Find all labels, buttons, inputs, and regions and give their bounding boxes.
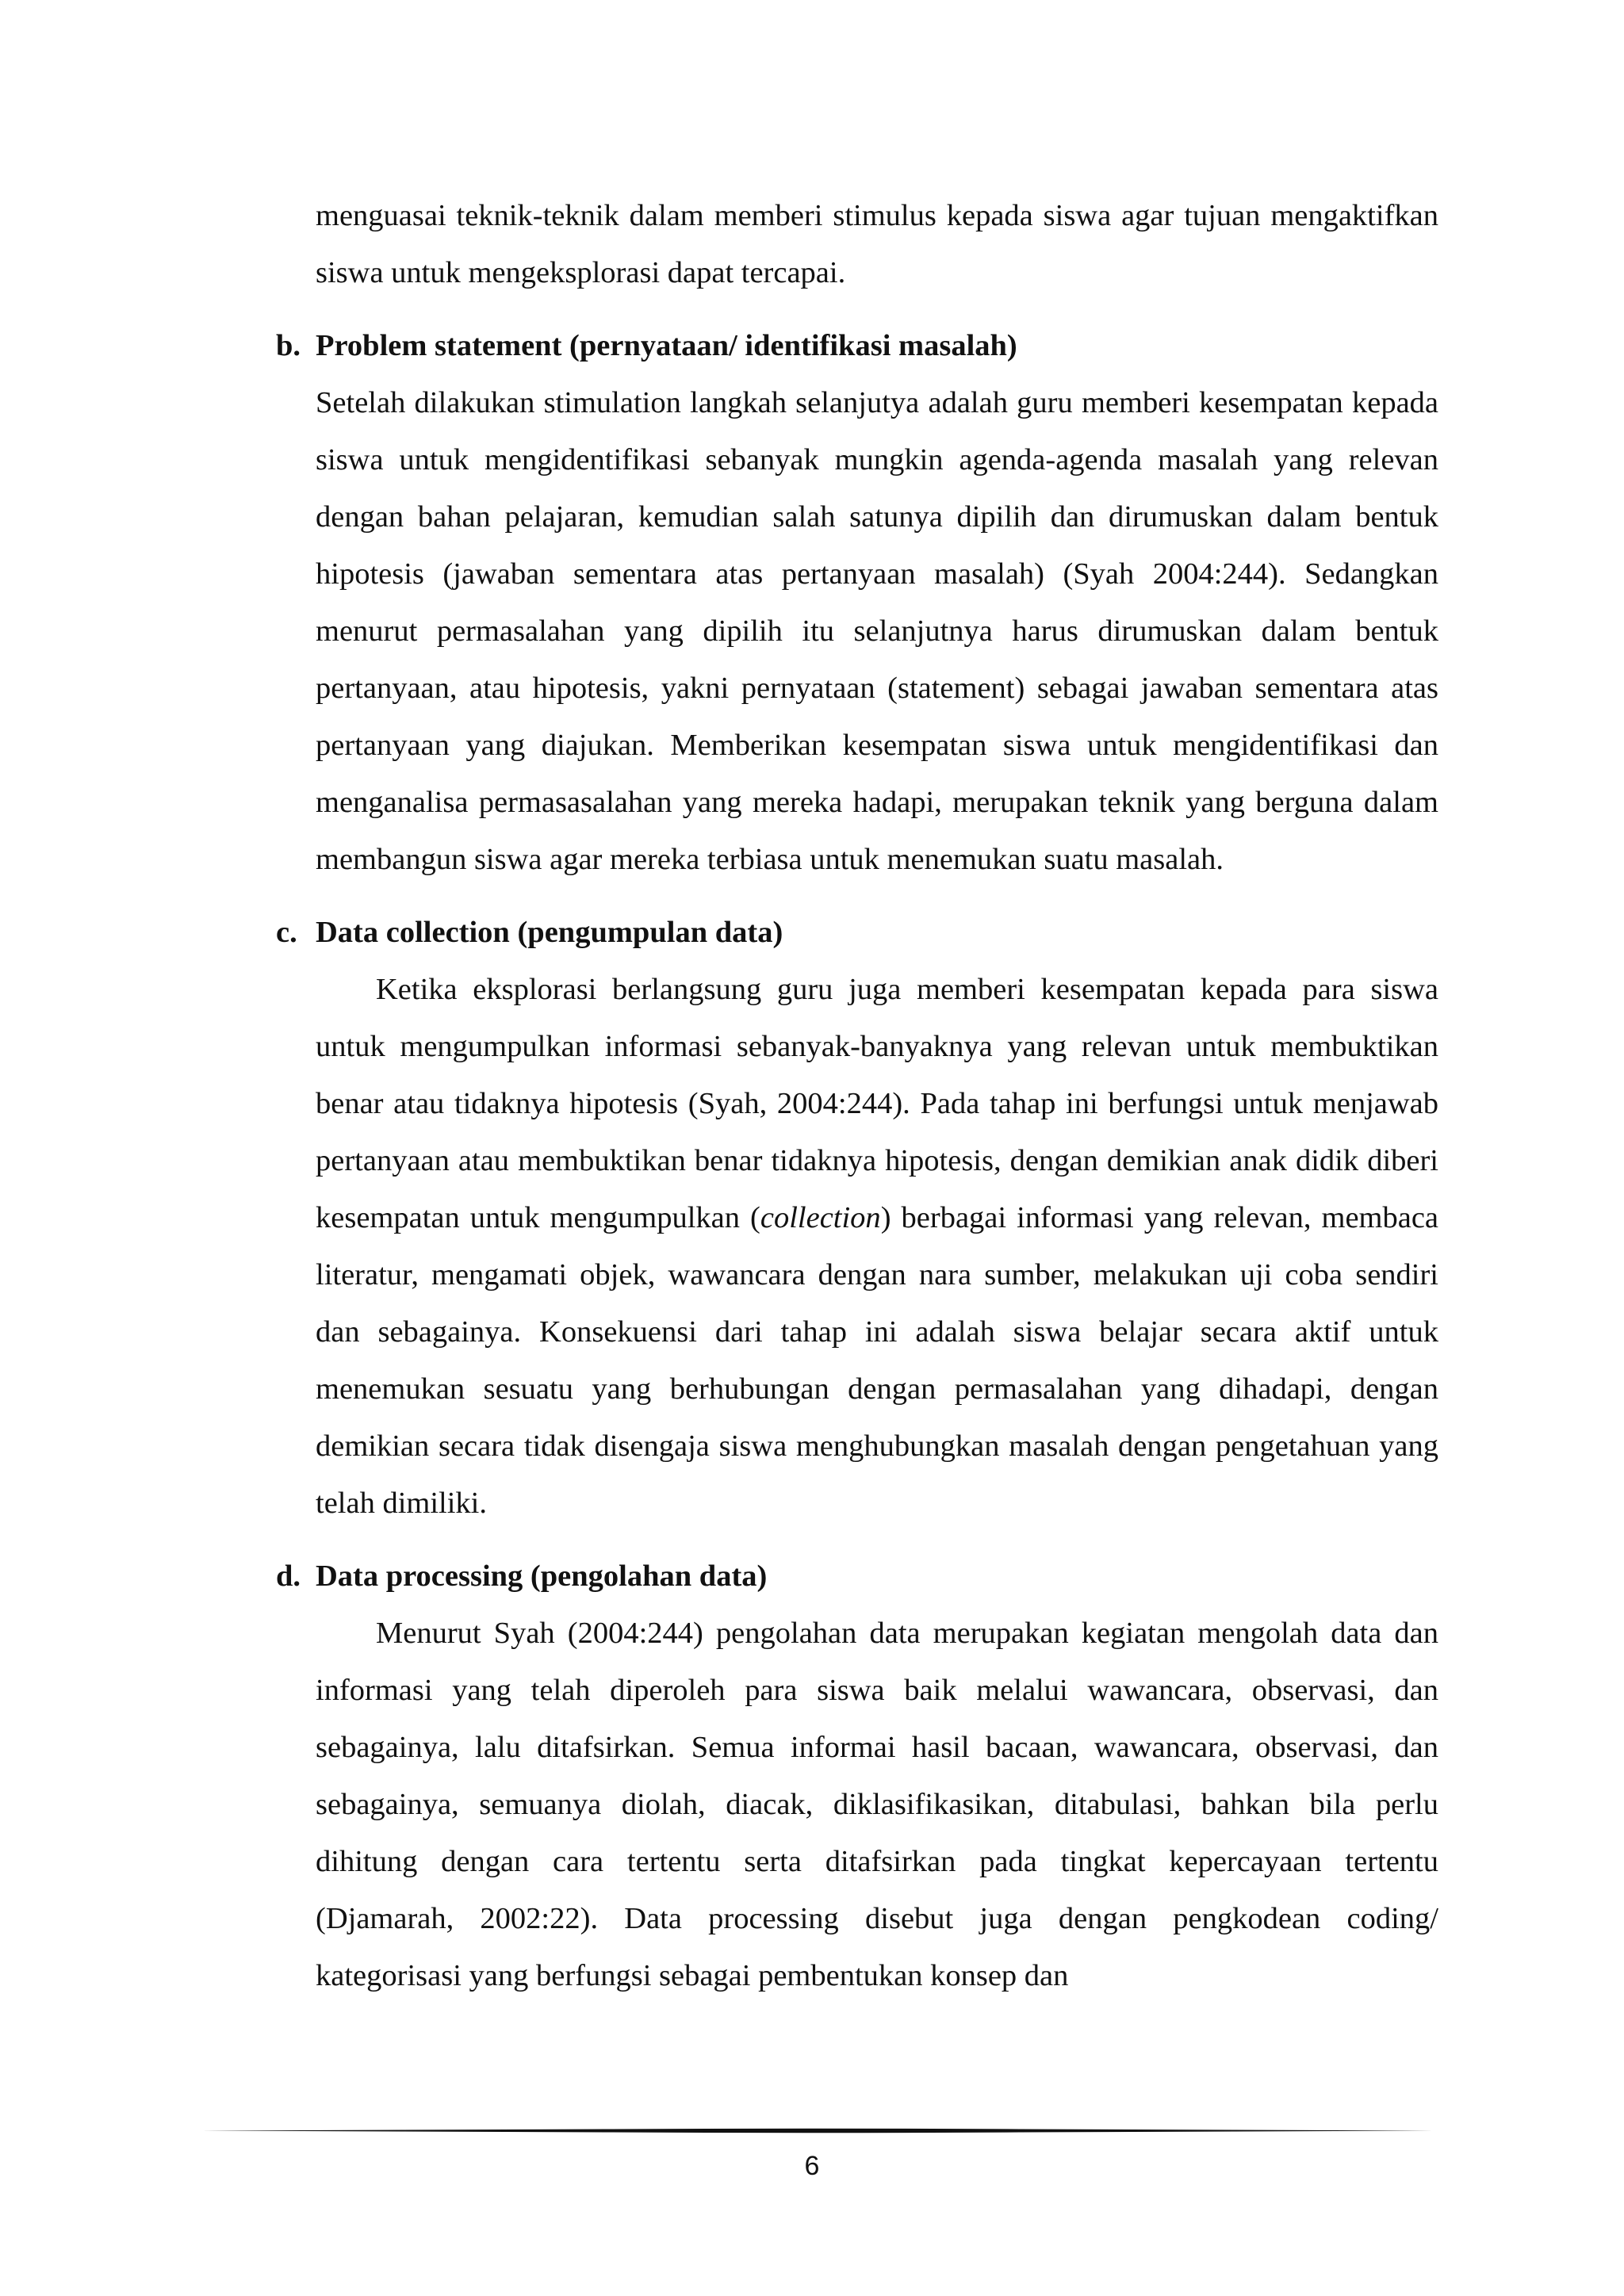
- section-heading-data-collection: [276, 904, 1438, 961]
- section-body-data-collection: [316, 961, 1438, 1532]
- intro-paragraph: menguasai teknik-teknik dalam memberi stimulus kepada siswa agar tujuan mengaktifkan siswa untuk mengeksplorasi dapat tercapai.: [316, 199, 1438, 289]
- section-letter: c.: [276, 916, 297, 949]
- italic-term: collection: [760, 1201, 881, 1234]
- section-heading-problem-statement: [276, 317, 1438, 374]
- section-body-data-processing: Menurut Syah (2004:244) pengolahan data merupakan kegiatan mengolah data dan informasi yang telah diperoleh para siswa baik melalui wawancara, observasi, dan sebagainya, lalu ditafsirkan. Semua informai hasil bacaan, wawancara, observasi, dan sebagainya, semuanya diolah, diacak, diklasifikasikan, ditabulasi, bahkan bila perlu dihitung dengan cara tertentu serta ditafsirkan pada tingkat kepercayaan tertentu (Djamarah, 2002:22). Data processing disebut juga dengan pengkodean coding/ kategorisasi yang berfungsi sebagai pembentukan konsep dan: [316, 1617, 1438, 1992]
- body-text: Ketika eksplorasi berlangsung guru juga memberi kesempatan kepada para siswa untuk mengumpulkan informasi sebanyak-banyaknya yang relevan untuk membuktikan benar atau tidaknya hipotesis (Syah, 2004:244). Pada tahap ini berfungsi untuk menjawab pertanyaan atau membuktikan benar tidaknya hipotesis, dengan demikian anak didik diberi kesempatan untuk mengumpulkan (: [316, 973, 1438, 1234]
- page-content: [276, 187, 1438, 2004]
- body-text: ) berbagai informasi yang relevan, membaca literatur, mengamati objek, wawancara dengan nara sumber, melakukan uji coba sendiri dan sebagainya. Konsekuensi dari tahap ini adalah siswa belajar secara aktif untuk menemukan sesuatu yang berhubungan dengan permasalahan yang dihadapi, dengan demikian secara tidak disengaja siswa menghubungkan masalah dengan pengetahuan yang telah dimiliki.: [316, 1201, 1438, 1520]
- section-title: Data processing (pengolahan data): [316, 1559, 768, 1593]
- section-title: Data collection (pengumpulan data): [316, 916, 783, 949]
- section-heading-data-processing: [276, 1548, 1438, 1605]
- section-title: Problem statement (pernyataan/ identifikasi masalah): [316, 329, 1017, 362]
- page-number: 6: [804, 2151, 820, 2181]
- section-body-problem-statement: Setelah dilakukan stimulation langkah selanjutya adalah guru memberi kesempatan kepada siswa untuk mengidentifikasi sebanyak mungkin agenda-agenda masalah yang relevan dengan bahan pelajaran, kemudian salah satunya dipilih dan dirumuskan dalam bentuk hipotesis (jawaban sementara atas pertanyaan masalah) (Syah 2004:244). Sedangkan menurut permasalahan yang dipilih itu selanjutnya harus dirumuskan dalam bentuk pertanyaan, atau hipotesis, yakni pernyataan (statement) sebagai jawaban sementara atas pertanyaan yang diajukan. Memberikan kesempatan siswa untuk mengidentifikasi dan menganalisa permasasalahan yang mereka hadapi, merupakan teknik yang berguna dalam membangun siswa agar mereka terbiasa untuk menemukan suatu masalah.: [316, 386, 1438, 876]
- section-letter: b.: [276, 329, 301, 362]
- section-letter: d.: [276, 1559, 301, 1593]
- footer-rule: [200, 2128, 1433, 2133]
